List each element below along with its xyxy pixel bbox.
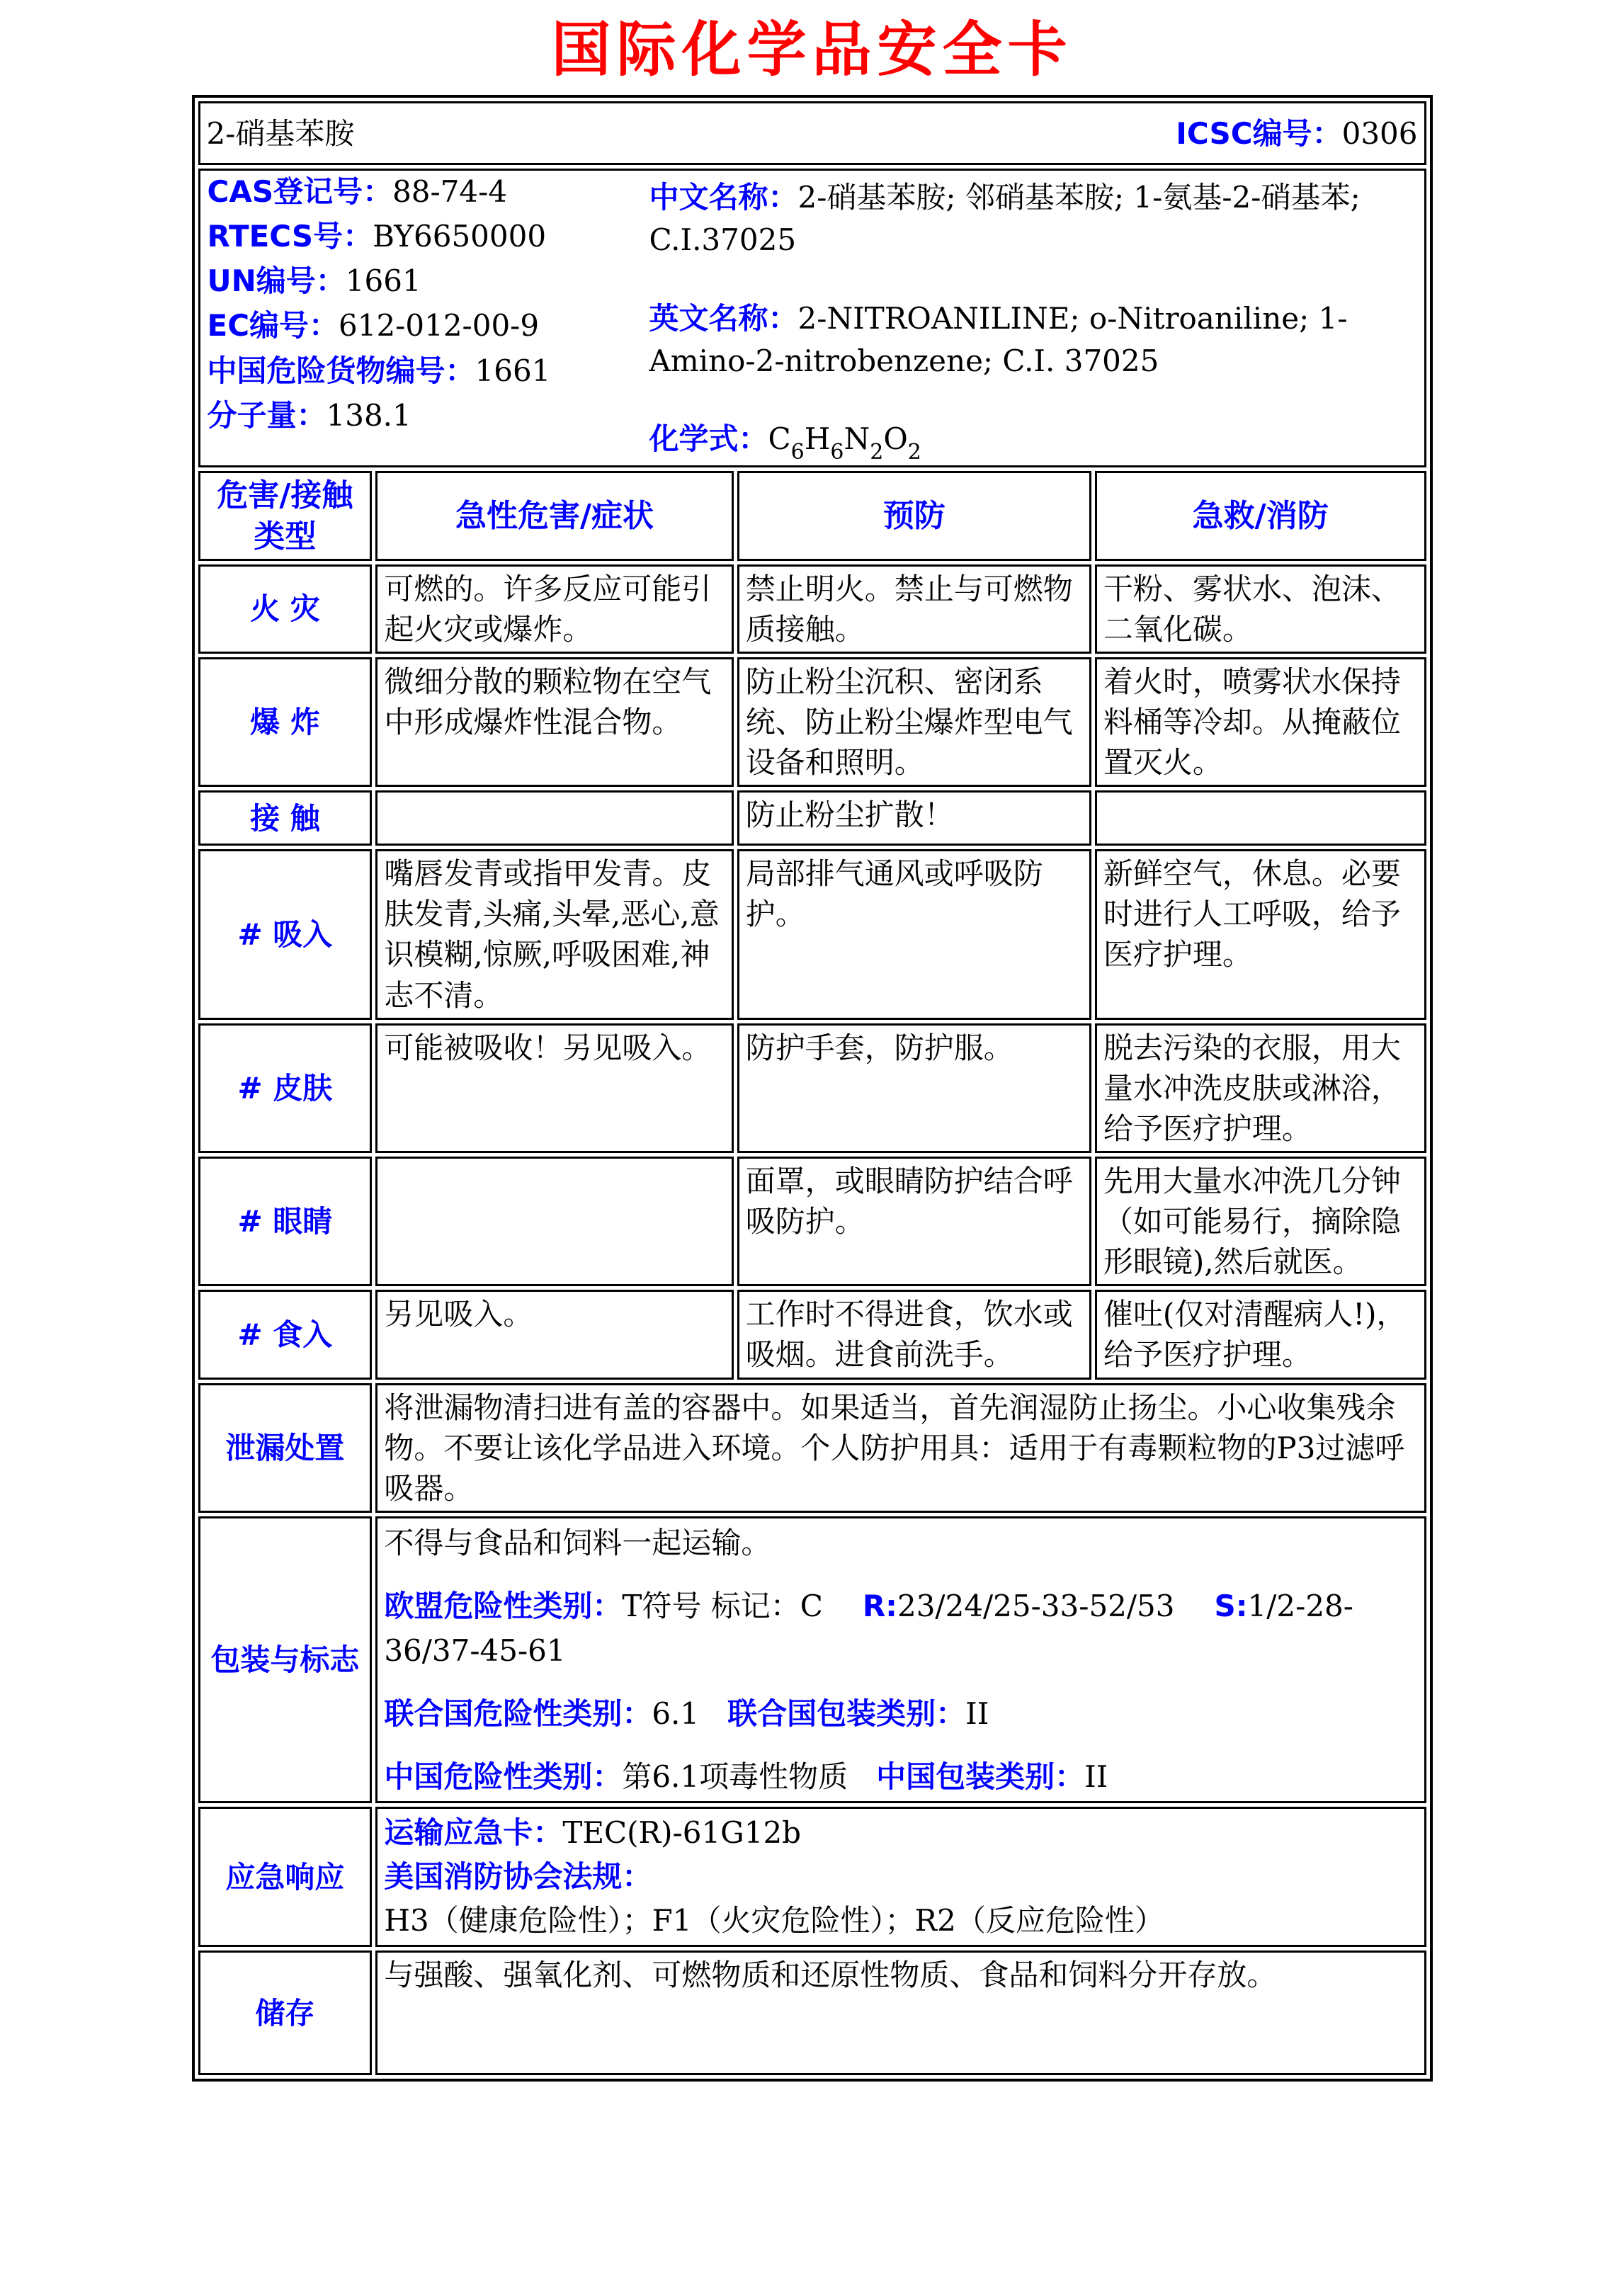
ingestion-response: 催吐(仅对清醒病人!)，给予医疗护理。 xyxy=(1095,1290,1426,1379)
eyes-symptoms xyxy=(375,1157,733,1286)
icsc-card-table xyxy=(192,95,1433,2082)
exposure-symptoms xyxy=(375,790,733,846)
emergency-cell xyxy=(375,1807,1426,1947)
skin-symptoms: 可能被吸收！另见吸入。 xyxy=(375,1023,733,1153)
row-label-emergency: 应急响应 xyxy=(198,1807,373,1947)
explosion-prevention: 防止粉尘沉积、密闭系统、防止粉尘爆炸型电气设备和照明。 xyxy=(737,657,1091,787)
explosion-symptoms: 微细分散的颗粒物在空气中形成爆炸性混合物。 xyxy=(375,657,733,787)
chinese-name-row xyxy=(649,176,1417,261)
tec-card-value: TEC(R)-61G12b xyxy=(562,1815,802,1850)
molecular-weight-row xyxy=(207,397,645,433)
fire-prevention: 禁止明火。禁止与可燃物质接触。 xyxy=(737,564,1091,654)
rtecs-number-label: RTECS号： xyxy=(207,219,373,254)
table-row-skin xyxy=(198,1023,1426,1153)
table-row xyxy=(198,101,1426,165)
icsc-number: 0306 xyxy=(1341,115,1418,151)
eu-class-value: T符号 标记：C xyxy=(622,1588,823,1623)
substance-name: 2-硝基苯胺 xyxy=(206,115,355,151)
nfpa-code-value: H3（健康危险性）；F1（火灾危险性）；R2（反应危险性） xyxy=(384,1903,1164,1938)
row-label-inhalation: # 吸入 xyxy=(198,849,373,1019)
cas-number-row xyxy=(208,176,645,208)
fire-symptoms: 可燃的。许多反应可能引起火灾或爆炸。 xyxy=(375,564,733,654)
china-dangerous-goods-number-label: 中国危险货物编号： xyxy=(207,353,475,388)
cn-pack-value: II xyxy=(1084,1759,1108,1794)
page-title: 国际化学品安全卡 xyxy=(551,15,1073,84)
cas-number-label: CAS登记号： xyxy=(207,174,393,210)
english-name-label: 英文名称： xyxy=(649,301,798,336)
table-row xyxy=(198,169,1426,467)
row-label-skin: # 皮肤 xyxy=(198,1023,373,1153)
table-row-inhalation xyxy=(198,849,1426,1019)
cas-number-value: 88-74-4 xyxy=(392,174,508,210)
un-class-value: 6.1 xyxy=(652,1696,700,1731)
table-row-emergency xyxy=(198,1807,1426,1947)
row-label-explosion: 爆 炸 xyxy=(198,657,373,787)
table-row-eyes xyxy=(198,1157,1426,1286)
packaging-un-classification xyxy=(384,1691,1417,1736)
cn-class-label: 中国危险性类别： xyxy=(384,1759,623,1794)
identification-right-column xyxy=(645,176,1417,465)
skin-prevention: 防护手套，防护服。 xyxy=(737,1023,1091,1153)
table-row-packaging xyxy=(198,1516,1426,1803)
s-phrases-label: S: xyxy=(1214,1588,1248,1623)
china-dangerous-goods-number-row xyxy=(207,353,645,388)
chemical-formula-value: $C_6H_6N_2O_2$ xyxy=(768,421,921,465)
row-label-spillage: 泄漏处置 xyxy=(198,1383,373,1513)
spillage-text: 将泄漏物清扫进有盖的容器中。如果适当，首先润湿防止扬尘。小心收集残余物。不要让该化学品进入环境。个人防护用具：适用于有毒颗粒物的P3过滤呼吸器。 xyxy=(375,1383,1426,1513)
icsc-page xyxy=(0,15,1624,2082)
identification-left-column xyxy=(208,176,645,460)
un-pack-label: 联合国包装类别： xyxy=(727,1696,966,1731)
column-header-acute-hazards: 急性危害/症状 xyxy=(375,471,733,560)
row-label-eyes: # 眼睛 xyxy=(198,1157,373,1286)
un-pack-value: II xyxy=(965,1696,989,1731)
exposure-response xyxy=(1095,790,1426,846)
emergency-tec-row xyxy=(384,1811,1417,1855)
chinese-name-label: 中文名称： xyxy=(649,180,798,215)
ec-number-value: 612-012-00-9 xyxy=(339,308,540,343)
un-class-label: 联合国危险性类别： xyxy=(384,1696,652,1731)
s-phrases-value: 1/2-28-36/37-45-61 xyxy=(384,1588,1353,1668)
molecular-weight-label: 分子量： xyxy=(207,397,326,433)
eyes-prevention: 面罩，或眼睛防护结合呼吸防护。 xyxy=(737,1157,1091,1286)
skin-response: 脱去污染的衣服，用大量水冲洗皮肤或淋浴，给予医疗护理。 xyxy=(1095,1023,1426,1153)
un-number-row xyxy=(207,263,645,299)
storage-text: 与强酸、强氧化剂、可燃物质和还原性物质、食品和饲料分开存放。 xyxy=(375,1951,1426,2075)
un-number-value: 1661 xyxy=(345,263,421,299)
rtecs-number-row xyxy=(208,221,645,252)
table-row-fire xyxy=(198,564,1426,654)
packaging-transport-note: 不得与食品和饲料一起运输。 xyxy=(384,1525,771,1560)
column-header-first-aid: 急救/消防 xyxy=(1095,471,1426,560)
ec-number-label: EC编号： xyxy=(207,308,339,343)
table-row-storage xyxy=(198,1951,1426,2075)
r-phrases-label: R: xyxy=(862,1588,897,1623)
table-row-explosion xyxy=(198,657,1426,787)
ec-number-row xyxy=(208,310,645,341)
exposure-prevention: 防止粉尘扩散！ xyxy=(737,790,1091,846)
nfpa-code-label: 美国消防协会法规： xyxy=(384,1859,652,1895)
rtecs-number-value: BY6650000 xyxy=(373,219,547,254)
icsc-number-group xyxy=(1176,113,1417,154)
inhalation-response: 新鲜空气，休息。必要时进行人工呼吸，给予医疗护理。 xyxy=(1095,849,1426,1019)
fire-response: 干粉、雾状水、泡沫、二氧化碳。 xyxy=(1095,564,1426,654)
english-name-value: 2-NITROANILINE; o-Nitroaniline; 1-Amino-2-nitrobenzene; C.I. 37025 xyxy=(649,301,1348,379)
inhalation-symptoms: 嘴唇发青或指甲发青。皮肤发青,头痛,头晕,恶心,意识模糊,惊厥,呼吸困难,神志不清。 xyxy=(375,849,733,1019)
row-label-fire: 火 灾 xyxy=(198,564,373,654)
chemical-formula-row xyxy=(649,418,1417,465)
english-name-row xyxy=(649,297,1417,382)
china-dangerous-goods-number-value: 1661 xyxy=(475,353,551,388)
emergency-nfpa-row xyxy=(384,1855,1417,1943)
row-label-storage: 储存 xyxy=(198,1951,373,2075)
un-number-label: UN编号： xyxy=(207,263,346,299)
column-header-prevention: 预防 xyxy=(737,471,1091,560)
row-label-ingestion: # 食入 xyxy=(198,1290,373,1379)
ingestion-prevention: 工作时不得进食，饮水或吸烟。进食前洗手。 xyxy=(737,1290,1091,1379)
ingestion-symptoms: 另见吸入。 xyxy=(375,1290,733,1379)
chemical-formula-label: 化学式： xyxy=(649,421,768,456)
packaging-eu-classification xyxy=(384,1584,1417,1673)
cn-pack-label: 中国包装类别： xyxy=(876,1759,1085,1794)
row-label-exposure: 接 触 xyxy=(198,790,373,846)
column-header-hazard-type: 危害/接触 类型 xyxy=(198,471,373,560)
table-row-exposure xyxy=(198,790,1426,846)
eu-class-label: 欧盟危险性类别： xyxy=(384,1588,623,1623)
eyes-response: 先用大量水冲洗几分钟（如可能易行，摘除隐形眼镜),然后就医。 xyxy=(1095,1157,1426,1286)
explosion-response: 着火时，喷雾状水保持料桶等冷却。从掩蔽位置灭火。 xyxy=(1095,657,1426,787)
packaging-cn-classification xyxy=(384,1754,1417,1799)
icsc-number-label: ICSC编号： xyxy=(1176,115,1342,151)
packaging-cell xyxy=(375,1516,1426,1803)
column-header-row xyxy=(198,471,1426,560)
table-row-ingestion xyxy=(198,1290,1426,1379)
inhalation-prevention: 局部排气通风或呼吸防护。 xyxy=(737,849,1091,1019)
row-label-packaging: 包装与标志 xyxy=(198,1516,373,1803)
chinese-name-value: 2-硝基苯胺; 邻硝基苯胺; 1-氨基-2-硝基苯; C.I.37025 xyxy=(649,180,1361,257)
identification-cell xyxy=(198,169,1426,467)
tec-card-label: 运输应急卡： xyxy=(384,1815,563,1850)
table-row-spillage xyxy=(198,1383,1426,1513)
r-phrases-value: 23/24/25-33-52/53 xyxy=(897,1588,1175,1623)
cn-class-value: 第6.1项毒性物质 xyxy=(622,1759,848,1794)
name-bar-cell xyxy=(198,101,1426,165)
molecular-weight-value: 138.1 xyxy=(326,397,411,433)
